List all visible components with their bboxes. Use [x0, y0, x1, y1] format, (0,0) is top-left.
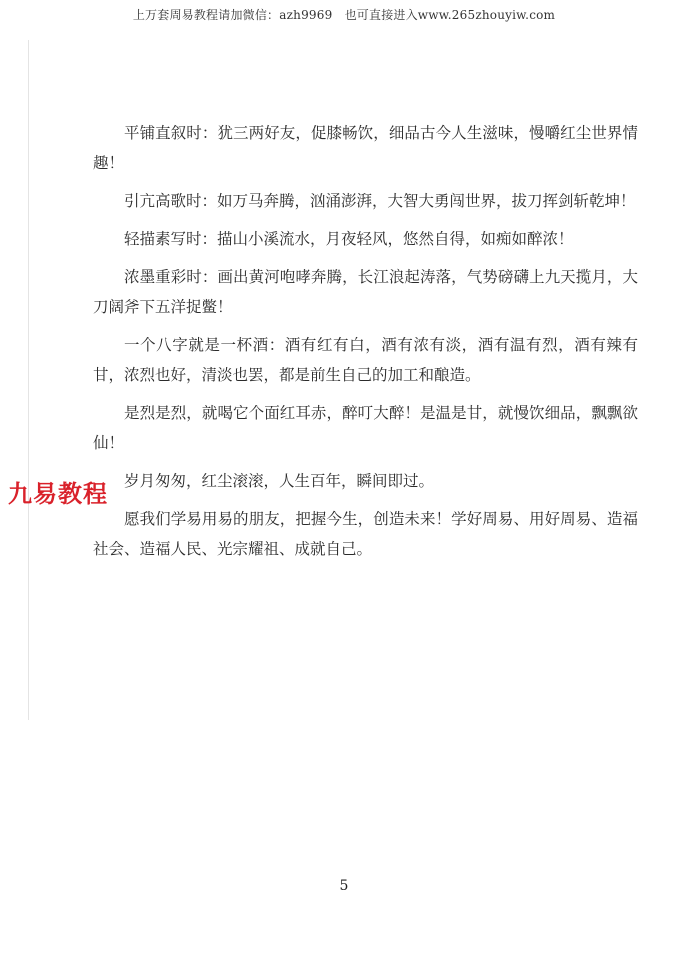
paragraph: 引亢高歌时：如万马奔腾，汹涌澎湃，大智大勇闯世界，拔刀挥剑斩乾坤！ — [124, 192, 636, 210]
left-margin-line — [28, 40, 29, 720]
paragraph: 愿我们学易用易的朋友，把握今生，创造未来！学好周易、用好周易、造福社会、造福人民、光宗耀祖、成就自己。 — [93, 510, 638, 558]
paragraph: 浓墨重彩时：画出黄河咆哮奔腾，长江浪起涛落，气势磅礴上九天揽月，大刀阔斧下五洋捉鳖！ — [93, 268, 638, 316]
page-number: 5 — [339, 878, 349, 894]
paragraph: 岁月匆匆，红尘滚滚，人生百年，瞬间即过。 — [124, 472, 435, 490]
page-header: 上万套周易教程请加微信：azh9969 也可直接进入www.265zhouyiw.com — [132, 8, 556, 22]
paragraph: 是烈是烈，就喝它个面红耳赤，醉叮大醉！是温是甘，就慢饮细品，飘飘欲仙！ — [93, 404, 638, 452]
watermark-logo: 九易教程 — [8, 480, 108, 508]
paragraph: 一个八字就是一杯酒：酒有红有白，酒有浓有淡，酒有温有烈，酒有辣有甘，浓烈也好，清淡也罢，都是前生自己的加工和酿造。 — [93, 336, 638, 384]
document-body — [93, 118, 638, 572]
paragraph: 轻描素写时：描山小溪流水，月夜轻风，悠然自得，如痴如醉浓！ — [124, 230, 574, 248]
paragraph: 平铺直叙时：犹三两好友，促膝畅饮，细品古今人生滋味，慢嚼红尘世界情趣！ — [93, 124, 638, 172]
